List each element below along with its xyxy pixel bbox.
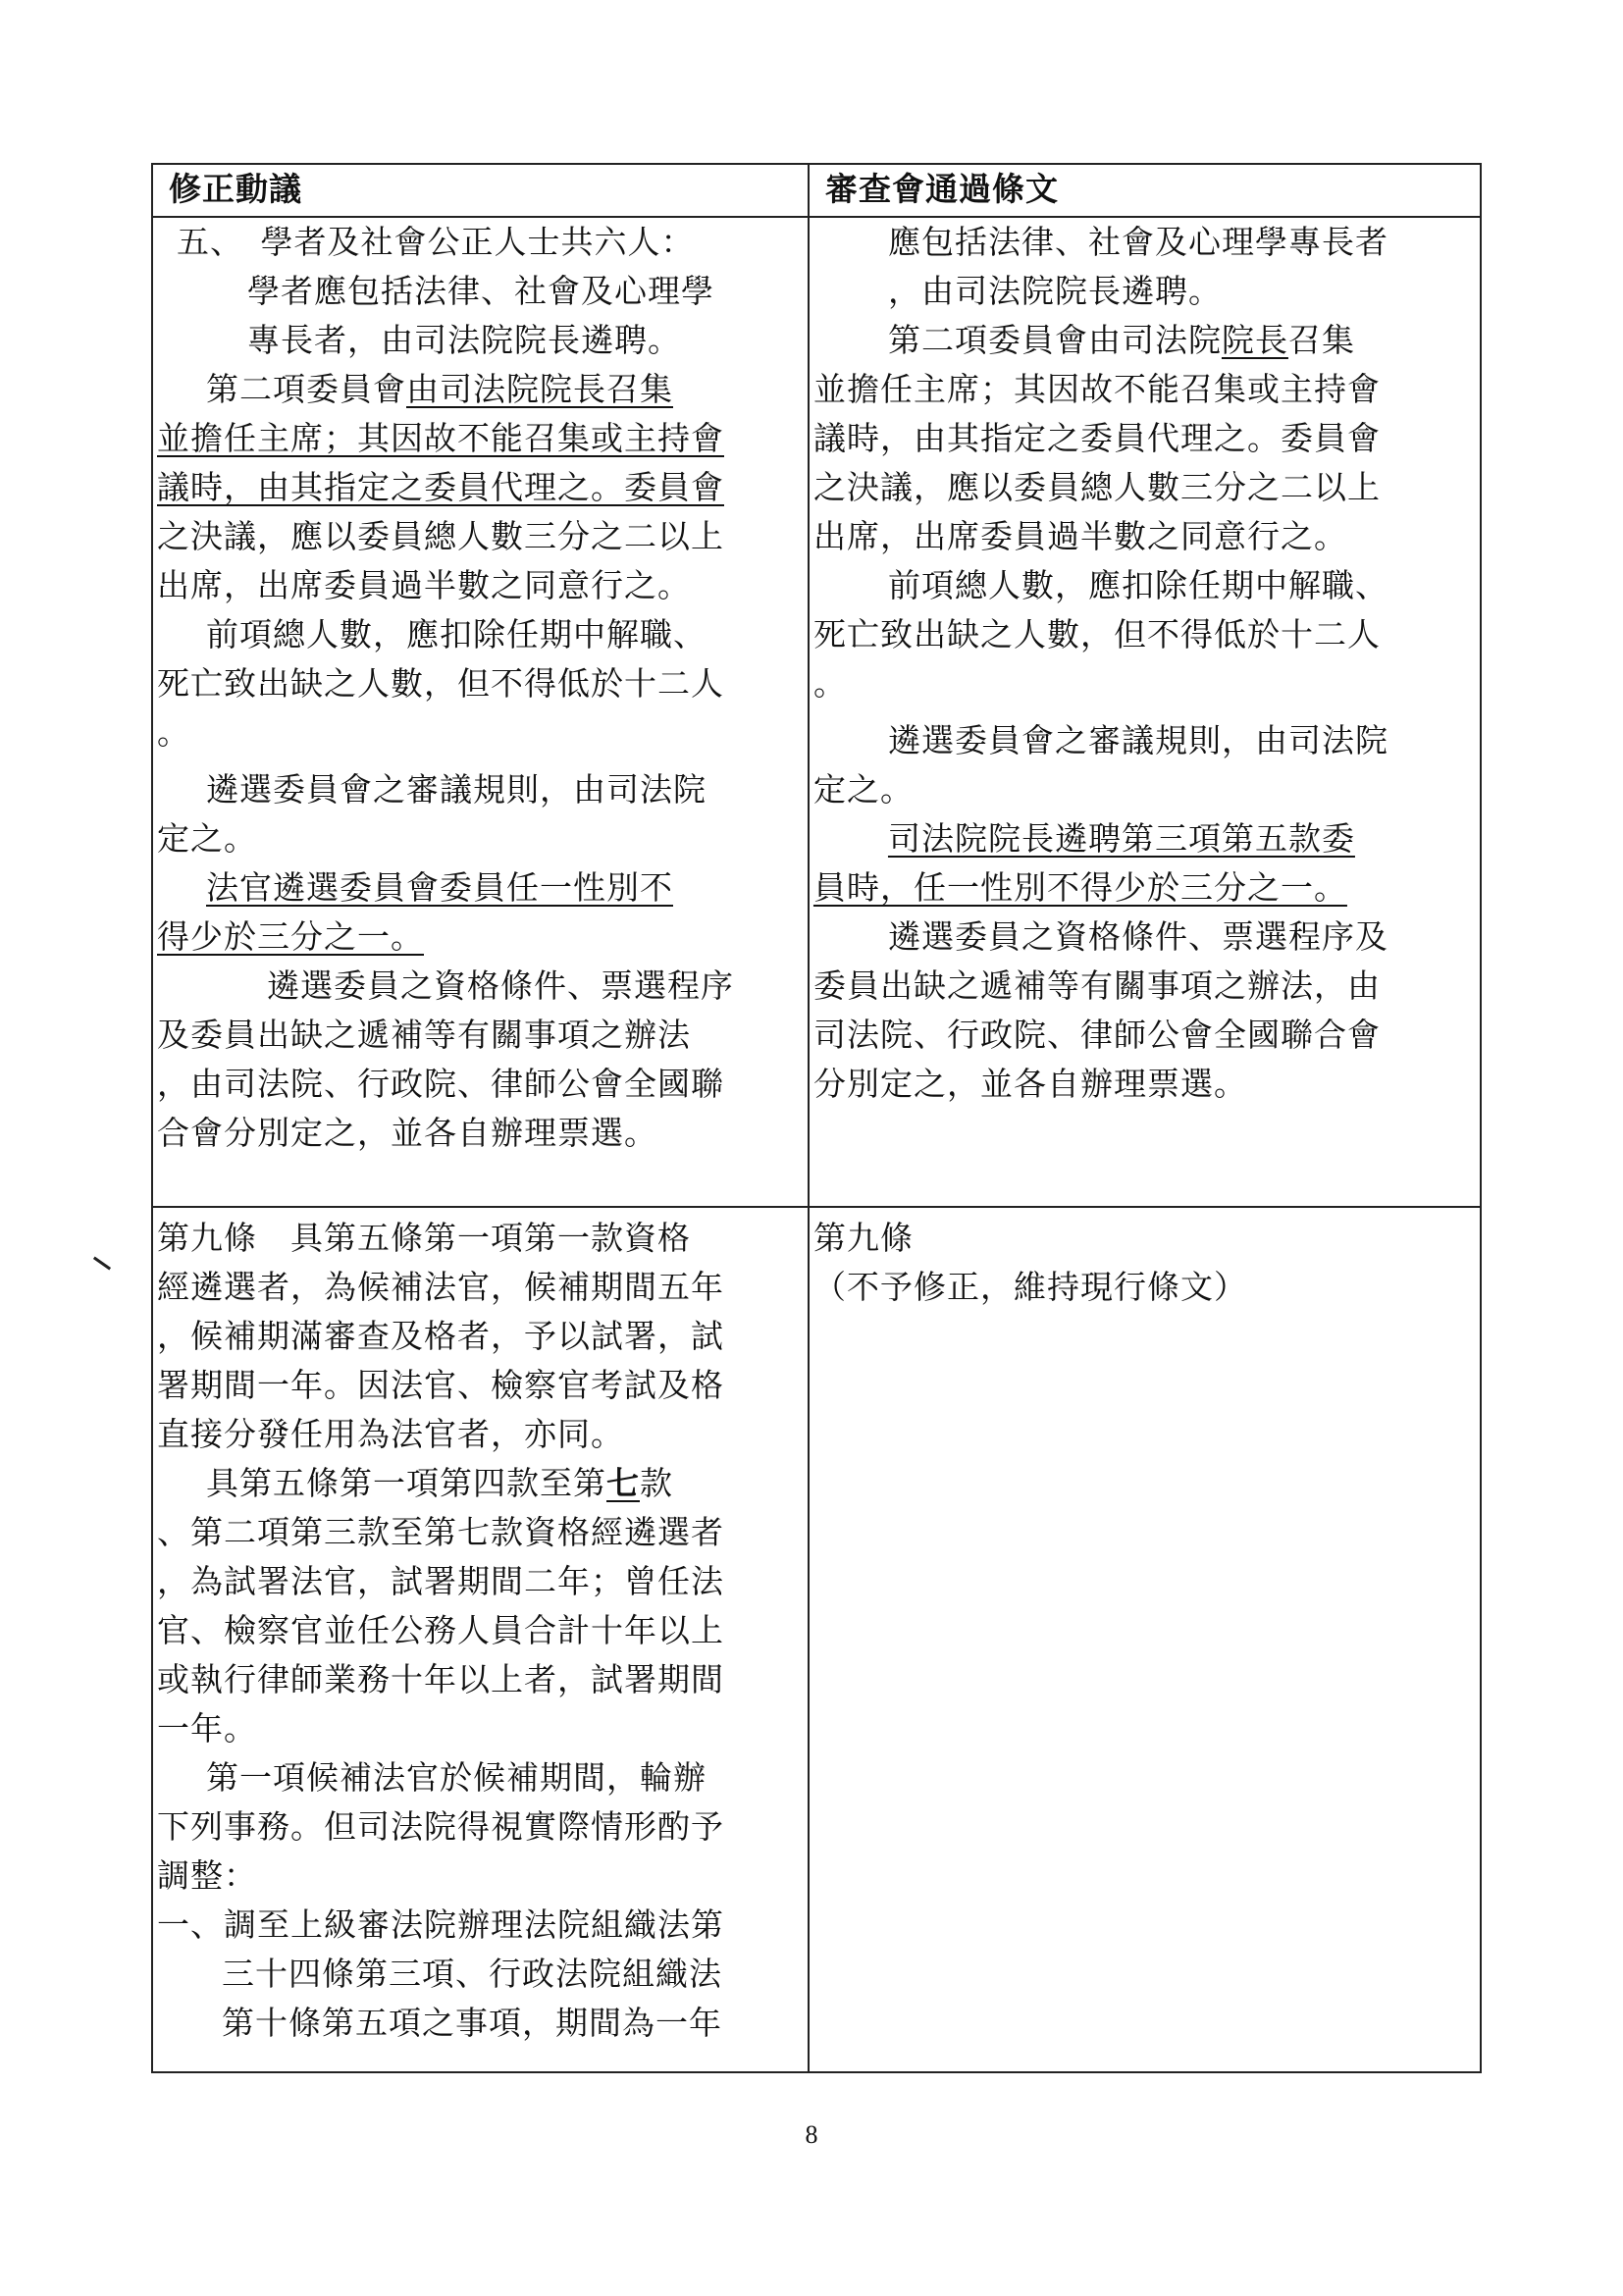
table-row bbox=[152, 1207, 1481, 2072]
text-line: 議時，由其指定之委員代理之。委員會 bbox=[812, 419, 1381, 457]
text-line: 遴選委員會之審議規則，由司法院 bbox=[887, 721, 1388, 759]
text-line: 一年。 bbox=[157, 1709, 257, 1748]
text-line: 。 bbox=[157, 713, 190, 752]
text-line: ，為試署法官，試署期間二年；曾任法 bbox=[157, 1562, 724, 1600]
amendment-cell-article-9 bbox=[152, 1207, 809, 2072]
underlined-text: 司法院院長遴聘第三項第五款委 bbox=[887, 819, 1355, 858]
text-line: 學者應包括法律、社會及心理學 bbox=[247, 272, 714, 310]
header-row bbox=[152, 164, 1481, 217]
underlined-amendment: 議時，由其指定之委員代理之。委員會 bbox=[157, 468, 724, 506]
text-line: 五、 學者及社會公正人士共六人： bbox=[177, 223, 695, 261]
text-line: 、第二項第三款至第七款資格經遴選者 bbox=[157, 1513, 724, 1551]
text-line: 並擔任主席；其因故不能召集或主持會 bbox=[812, 370, 1381, 408]
header-committee-passed-text: 審查會通過條文 bbox=[809, 164, 1481, 217]
text-line: 之決議，應以委員總人數三分之二以上 bbox=[812, 468, 1381, 506]
text-line: 調整： bbox=[157, 1856, 257, 1895]
text-line: 出席，出席委員過半數之同意行之。 bbox=[157, 566, 691, 604]
text-line: 定之。 bbox=[157, 819, 257, 858]
text-line: 第九條 bbox=[812, 1219, 914, 1257]
text-line: 遴選委員之資格條件、票選程序 bbox=[267, 966, 734, 1005]
text-line: 一、調至上級審法院辦理法院組織法第 bbox=[157, 1905, 724, 1944]
underlined-amendment: 法官遴選委員會委員任一性別不 bbox=[206, 868, 673, 907]
text-line: 前項總人數，應扣除任期中解職、 bbox=[206, 615, 707, 653]
text-line: 具第五條第一項第四款至第七款 bbox=[206, 1464, 673, 1502]
text-line: 遴選委員會之審議規則，由司法院 bbox=[206, 770, 707, 809]
text-line: ，由司法院、行政院、律師公會全國聯 bbox=[157, 1065, 724, 1103]
text-line: ，候補期滿審查及格者，予以試署，試 bbox=[157, 1317, 724, 1355]
text-line: 第二項委員會由司法院院長召集 bbox=[206, 370, 673, 408]
underlined-text: 員時，任一性別不得少於三分之一。 bbox=[812, 868, 1347, 907]
text-line: 前項總人數，應扣除任期中解職、 bbox=[887, 566, 1388, 604]
underlined-amendment: 並擔任主席；其因故不能召集或主持會 bbox=[157, 419, 724, 457]
text-line: 或執行律師業務十年以上者，試署期間 bbox=[157, 1660, 724, 1698]
text-line: 專長者，由司法院院長遴聘。 bbox=[247, 321, 681, 359]
underlined-amendment: 得少於三分之一。 bbox=[157, 917, 424, 956]
text-line: 第二項委員會由司法院院長召集 bbox=[887, 321, 1355, 359]
text-line: 定之。 bbox=[812, 770, 914, 809]
text-line: 之決議，應以委員總人數三分之二以上 bbox=[157, 517, 724, 555]
text-line: 出席，出席委員過半數之同意行之。 bbox=[812, 517, 1347, 555]
text-line: 直接分發任用為法官者，亦同。 bbox=[157, 1415, 624, 1453]
header-amendment-motion: 修正動議 bbox=[152, 164, 809, 217]
bold-amended-number: 七 bbox=[606, 1464, 640, 1502]
text-line: （不予修正，維持現行條文） bbox=[812, 1268, 1247, 1306]
text-line: 下列事務。但司法院得視實際情形酌予 bbox=[157, 1807, 724, 1846]
underlined-amendment: 由司法院院長召集 bbox=[406, 370, 673, 408]
margin-pen-mark bbox=[93, 1257, 111, 1271]
text-line: 官、檢察官並任公務人員合計十年以上 bbox=[157, 1611, 724, 1649]
text-line: 。 bbox=[812, 664, 847, 703]
text-line: 死亡致出缺之人數，但不得低於十二人 bbox=[157, 664, 724, 703]
text-line: 合會分別定之，並各自辦理票選。 bbox=[157, 1114, 657, 1152]
text-line: 委員出缺之遞補等有關事項之辦法，由 bbox=[812, 966, 1381, 1005]
text-line: 及委員出缺之遞補等有關事項之辦法 bbox=[157, 1016, 691, 1054]
table-row bbox=[152, 217, 1481, 1207]
text-line: 死亡致出缺之人數，但不得低於十二人 bbox=[812, 615, 1381, 653]
text-line: 署期間一年。因法官、檢察官考試及格 bbox=[157, 1366, 724, 1404]
comparison-table bbox=[151, 163, 1482, 2073]
amendment-cell-article-7 bbox=[152, 217, 809, 1207]
text-line: 應包括法律、社會及心理學專長者 bbox=[887, 223, 1388, 261]
text-line: 分別定之，並各自辦理票選。 bbox=[812, 1065, 1247, 1103]
text-line: 第十條第五項之事項，期間為一年 bbox=[222, 2004, 722, 2042]
text-line: 三十四條第三項、行政法院組織法 bbox=[222, 1955, 722, 1993]
passed-cell-article-7 bbox=[809, 217, 1481, 1207]
text-line: 第九條 具第五條第一項第一款資格 bbox=[157, 1219, 691, 1257]
passed-cell-article-9 bbox=[809, 1207, 1481, 2072]
text-line: 遴選委員之資格條件、票選程序及 bbox=[887, 917, 1388, 956]
text-line: 第一項候補法官於候補期間，輪辦 bbox=[206, 1758, 707, 1797]
text-line: ，由司法院院長遴聘。 bbox=[887, 272, 1222, 310]
page-number: 8 bbox=[805, 2120, 818, 2149]
text-line: 司法院、行政院、律師公會全國聯合會 bbox=[812, 1016, 1381, 1054]
text-line: 經遴選者，為候補法官，候補期間五年 bbox=[157, 1268, 724, 1306]
underlined-text: 院長 bbox=[1221, 321, 1288, 359]
